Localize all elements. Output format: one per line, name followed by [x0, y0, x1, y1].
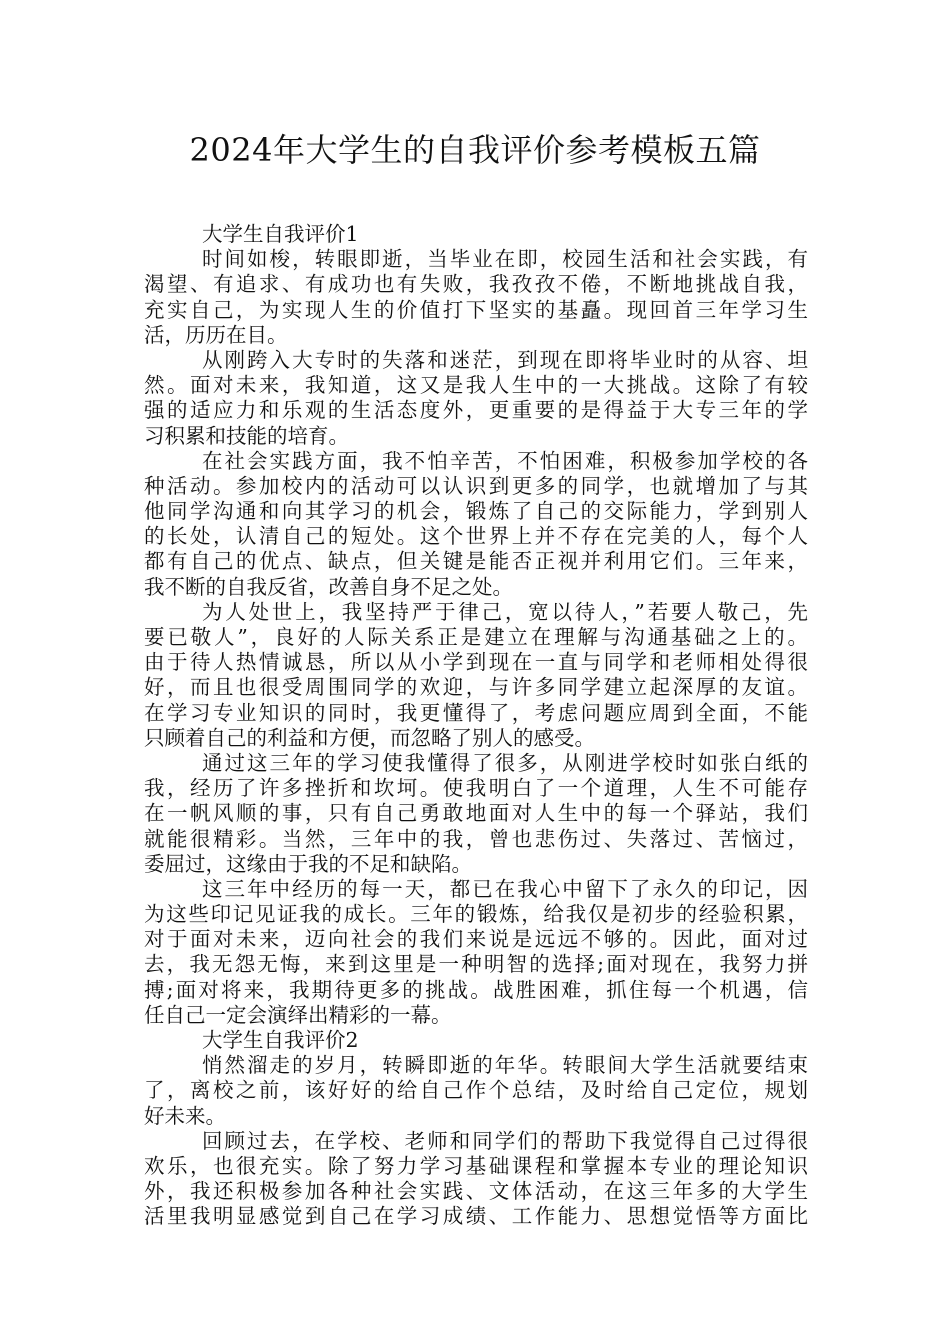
text-line: 通过这三年的学习使我懂得了很多，从刚进学校时如张白纸的 — [202, 750, 808, 775]
text-line: 我不断的自我反省，改善自身不足之处。 — [144, 574, 513, 599]
document-title: 2024年大学生的自我评价参考模板五篇 — [189, 131, 761, 169]
text-line: 在一帆风顺的事，只有自己勇敢地面对人生中的每一个驿站，我们 — [144, 801, 808, 826]
text-line: 时间如梭，转眼即逝，当毕业在即，校园生活和社会实践，有 — [202, 247, 808, 272]
document-body — [144, 222, 808, 1230]
text-line: 从刚跨入大专时的失落和迷茫，到现在即将毕业时的从容、坦 — [202, 347, 808, 372]
text-line: 了，离校之前，该好好的给自己作个总结，及时给自己定位，规划 — [144, 1078, 808, 1103]
text-line: 对于面对未来，迈向社会的我们来说是远远不够的。因此，面对过 — [144, 927, 808, 952]
text-line: 欢乐，也很充实。除了努力学习基础课程和掌握本专业的理论知识 — [144, 1153, 808, 1178]
text-line: 悄然溜走的岁月，转瞬即逝的年华。转眼间大学生活就要结束 — [202, 1053, 808, 1078]
text-line: 充实自己，为实现人生的价值打下坚实的基矗。现回首三年学习生 — [144, 297, 808, 322]
text-line: 活里我明显感觉到自己在学习成绩、工作能力、思想觉悟等方面比 — [144, 1204, 808, 1229]
text-line: 他同学沟通和向其学习的机会，锻炼了自己的交际能力，学到别人 — [144, 499, 808, 524]
text-line: 的长处，认清自己的短处。这个世界上并不存在完美的人，每个人 — [144, 524, 808, 549]
text-line: 回顾过去，在学校、老师和同学们的帮助下我觉得自己过得很 — [202, 1128, 808, 1153]
text-line: 在学习专业知识的同时，我更懂得了，考虑问题应周到全面，不能 — [144, 700, 808, 725]
text-line: 这三年中经历的每一天，都已在我心中留下了永久的印记，因 — [202, 876, 808, 901]
text-line: 都有自己的优点、缺点，但关键是能否正视并利用它们。三年来， — [144, 549, 808, 574]
text-line: 习积累和技能的培育。 — [144, 423, 349, 448]
text-line: 由于待人热情诚恳，所以从小学到现在一直与同学和老师相处得很 — [144, 650, 808, 675]
text-line: 种活动。参加校内的活动可以认识到更多的同学，也就增加了与其 — [144, 473, 808, 498]
text-line: 大学生自我评价1 — [202, 222, 359, 246]
text-line: 为这些印记见证我的成长。三年的锻炼，给我仅是初步的经验积累， — [144, 902, 808, 927]
text-line: 外，我还积极参加各种社会实践、文体活动，在这三年多的大学生 — [144, 1179, 808, 1204]
text-line: 搏;面对将来，我期待更多的挑战。战胜困难，抓住每一个机遇，信 — [144, 977, 808, 1002]
text-line: 大学生自我评价2 — [202, 1028, 359, 1052]
text-line: 只顾着自己的利益和方便，而忽略了别人的感受。 — [144, 725, 595, 750]
text-line: 然。面对未来，我知道，这又是我人生中的一大挑战。这除了有较 — [144, 373, 808, 398]
text-line: 为人处世上，我坚持严于律己，宽以待人，”若要人敬己，先 — [202, 599, 808, 624]
text-line: 在社会实践方面，我不怕辛苦，不怕困难，积极参加学校的各 — [202, 448, 808, 473]
text-line: 就能很精彩。当然，三年中的我，曾也悲伤过、失落过、苦恼过， — [144, 826, 808, 851]
text-line: 活，历历在目。 — [144, 322, 288, 347]
text-line: 强的适应力和乐观的生活态度外，更重要的是得益于大专三年的学 — [144, 398, 808, 423]
text-line: 去，我无怨无悔，来到这里是一种明智的选择;面对现在，我努力拼 — [144, 952, 808, 977]
text-line: 好未来。 — [144, 1103, 226, 1128]
text-line: 委屈过，这缘由于我的不足和缺陷。 — [144, 851, 472, 876]
text-line: 好，而且也很受周围同学的欢迎，与许多同学建立起深厚的友谊。 — [144, 675, 808, 700]
text-line: 任自己一定会演绎出精彩的一幕。 — [144, 1002, 452, 1027]
text-line: 我，经历了许多挫折和坎坷。使我明白了一个道理，人生不可能存 — [144, 776, 808, 801]
text-line: 要已敬人”，良好的人际关系正是建立在理解与沟通基础之上的。 — [144, 625, 808, 649]
text-line: 渴望、有追求、有成功也有失败，我孜孜不倦，不断地挑战自我， — [144, 272, 808, 297]
